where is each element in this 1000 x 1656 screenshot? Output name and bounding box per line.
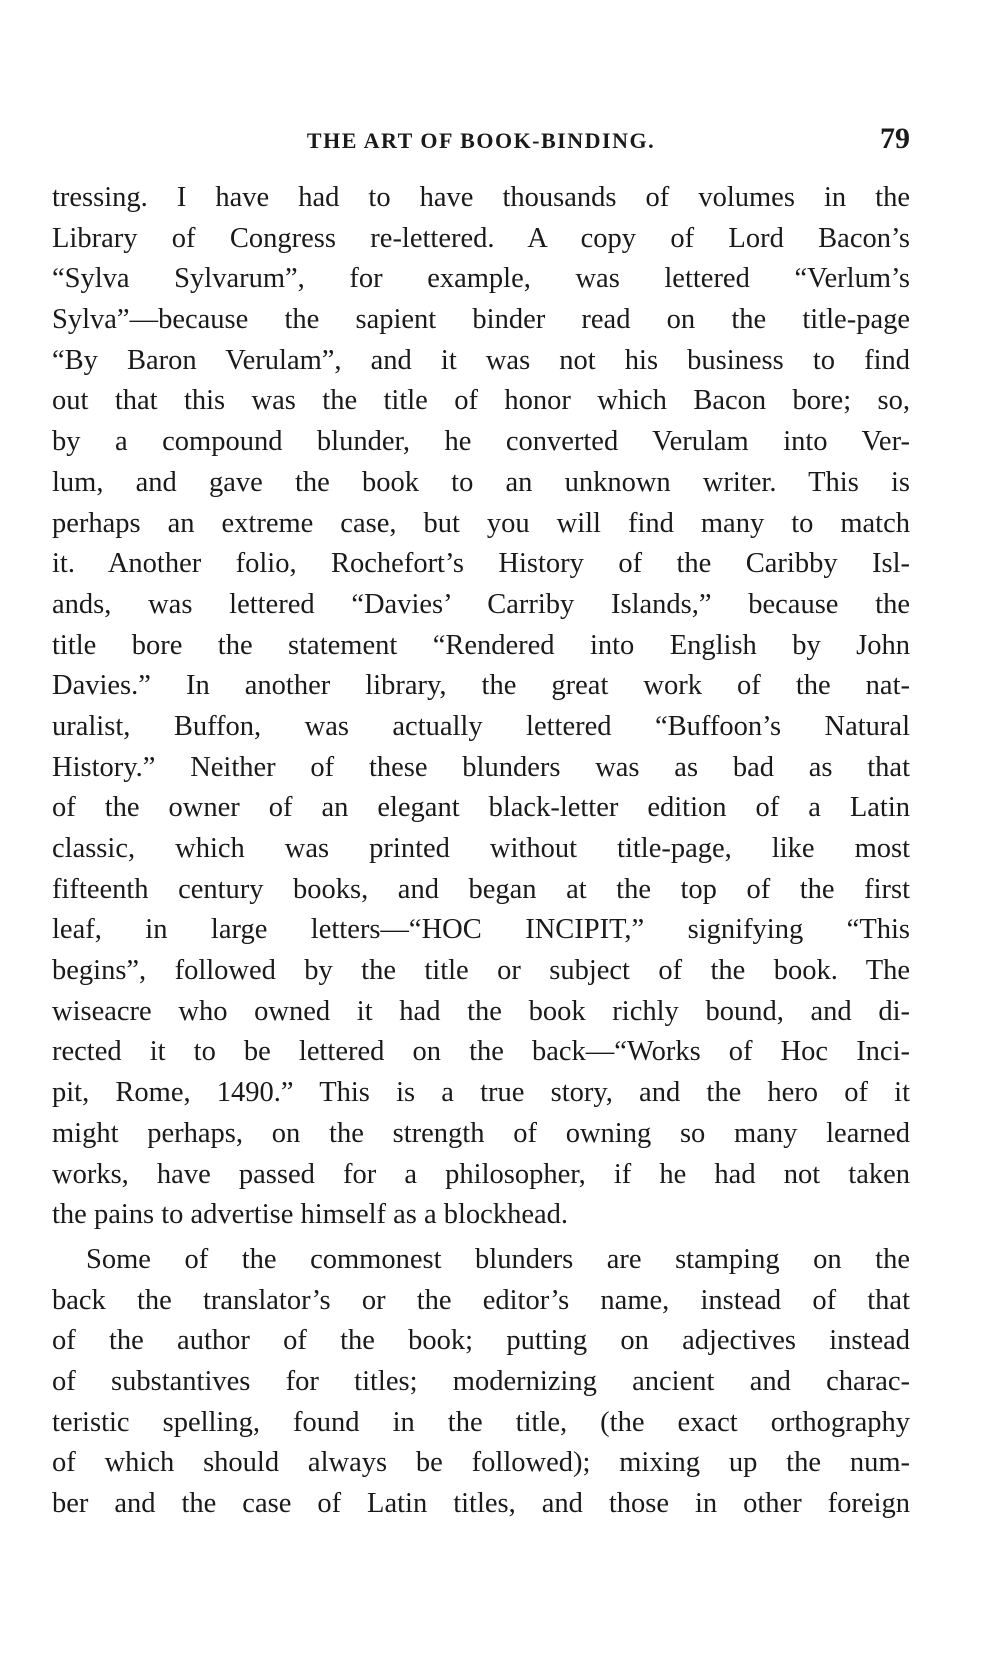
- paragraph: [52, 178, 910, 1236]
- text-line: by a compound blunder, he converted Verulam into Ver-: [52, 426, 910, 458]
- text-line: fifteenth century books, and began at the top of the first: [52, 873, 910, 905]
- text-line: “By Baron Verulam”, and it was not his business to find: [52, 344, 910, 376]
- text-line: ands, was lettered “Davies’ Carriby Islands,” because the: [52, 588, 910, 620]
- text-line: wiseacre who owned it had the book richly bound, and di-: [52, 995, 910, 1027]
- text-line: History.” Neither of these blunders was as bad as that: [52, 751, 910, 783]
- text-line: leaf, in large letters—“HOC INCIPIT,” signifying “This: [52, 914, 910, 946]
- text-line: tressing. I have had to have thousands of volumes in the: [52, 182, 910, 213]
- running-head: [52, 120, 910, 168]
- text-line: might perhaps, on the strength of owning so many learned: [52, 1117, 910, 1149]
- text-line: “Sylva Sylvarum”, for example, was lettered “Verlum’s: [52, 263, 910, 295]
- text-line: out that this was the title of honor which Bacon bore; so,: [52, 385, 910, 417]
- running-title: THE ART OF BOOK-BINDING.: [306, 128, 656, 153]
- text-line: title bore the statement “Rendered into English by John: [52, 629, 910, 661]
- text-line: begins”, followed by the title or subject of the book. The: [52, 955, 910, 987]
- text-line: lum, and gave the book to an unknown writer. This is: [52, 466, 910, 498]
- text-line: of which should always be followed); mixing up the num-: [52, 1447, 910, 1479]
- text-line: perhaps an extreme case, but you will find many to match: [52, 507, 910, 539]
- text-line: pit, Rome, 1490.” This is a true story, and the hero of it: [52, 1077, 910, 1109]
- text-line: Sylva”—because the sapient binder read on the title-page: [52, 304, 910, 336]
- text-line: uralist, Buffon, was actually lettered “Buffoon’s Natural: [52, 710, 910, 742]
- text-line: classic, which was printed without title-page, like most: [52, 833, 910, 864]
- paragraph: [52, 1240, 910, 1525]
- text-line: of the owner of an elegant black-letter edition of a Latin: [52, 792, 910, 824]
- page-number: 79: [880, 122, 910, 155]
- body-text: [52, 178, 910, 1525]
- text-line: works, have passed for a philosopher, if he had not taken: [52, 1158, 910, 1190]
- text-line: of substantives for titles; modernizing ancient and charac-: [52, 1365, 910, 1397]
- text-line: back the translator’s or the editor’s name, instead of that: [52, 1284, 910, 1316]
- text-line: teristic spelling, found in the title, (the exact orthography: [52, 1406, 910, 1438]
- text-line: Davies.” In another library, the great work of the nat-: [52, 670, 910, 702]
- text-line: of the author of the book; putting on adjectives instead: [52, 1325, 910, 1357]
- text-line: ber and the case of Latin titles, and those in other foreign: [52, 1488, 910, 1519]
- text-line: the pains to advertise himself as a blockhead.: [52, 1199, 569, 1231]
- text-line: Some of the commonest blunders are stamping on the: [86, 1243, 910, 1275]
- text-line: it. Another folio, Rochefort’s History of the Caribby Isl-: [52, 548, 910, 580]
- text-line: rected it to be lettered on the back—“Works of Hoc Inci-: [52, 1036, 910, 1068]
- text-line: Library of Congress re-lettered. A copy of Lord Bacon’s: [52, 222, 910, 254]
